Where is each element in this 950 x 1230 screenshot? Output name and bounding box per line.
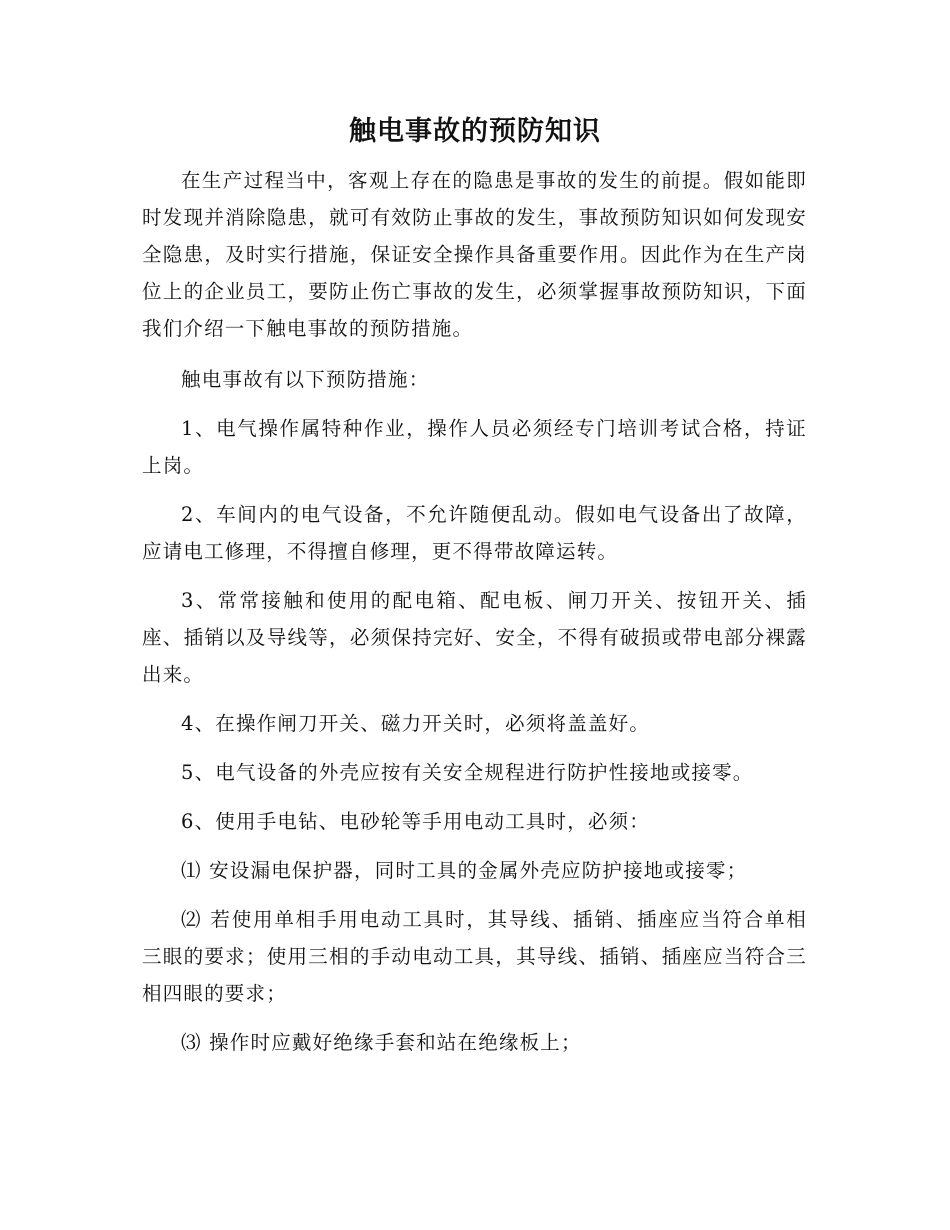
- document-body: [142, 162, 807, 1073]
- measure-item-6: 6、使用手电钻、电砂轮等手用电动工具时，必须：: [181, 810, 651, 833]
- measure-item-4: 4、在操作闸刀开关、磁力开关时，必须将盖盖好。: [181, 712, 651, 735]
- measures-heading: 触电事故有以下预防措施：: [181, 368, 430, 391]
- measure-item-1: 1、电气操作属特种作业，操作人员必须经专门培训考试合格，持证上岗。: [142, 417, 807, 477]
- measure-item-2: 2、车间内的电气设备，不允许随便乱动。假如电气设备出了故障，应请电工修理，不得擅自修理，更不得带故障运转。: [142, 503, 807, 563]
- measure-item-3: 3、常常接触和使用的配电箱、配电板、闸刀开关、按钮开关、插座、插销以及导线等，必须保持完好、安全，不得有破损或带电部分裸露出来。: [142, 589, 807, 686]
- intro-paragraph: 在生产过程当中，客观上存在的隐患是事故的发生的前提。假如能即时发现并消除隐患，就可有效防止事故的发生，事故预防知识如何发现安全隐患，及时实行措施，保证安全操作具备重要作用。因此作为在生产岗位上的企业员工，要防止伤亡事故的发生，必须掌握事故预防知识，下面我们介绍一下触电事故的预防措施。: [142, 169, 807, 340]
- sub-item-2: ⑵ 若使用单相手用电动工具时，其导线、插销、插座应当符合单相三眼的要求；使用三相的手动电动工具，其导线、插销、插座应当符合三相四眼的要求；: [142, 908, 807, 1005]
- sub-item-3: ⑶ 操作时应戴好绝缘手套和站在绝缘板上；: [181, 1031, 582, 1054]
- document-title: 触电事故的预防知识: [349, 116, 601, 147]
- measure-item-5: 5、电气设备的外壳应按有关安全规程进行防护性接地或接零。: [181, 761, 754, 784]
- sub-item-1: ⑴ 安设漏电保护器，同时工具的金属外壳应防护接地或接零；: [181, 859, 748, 882]
